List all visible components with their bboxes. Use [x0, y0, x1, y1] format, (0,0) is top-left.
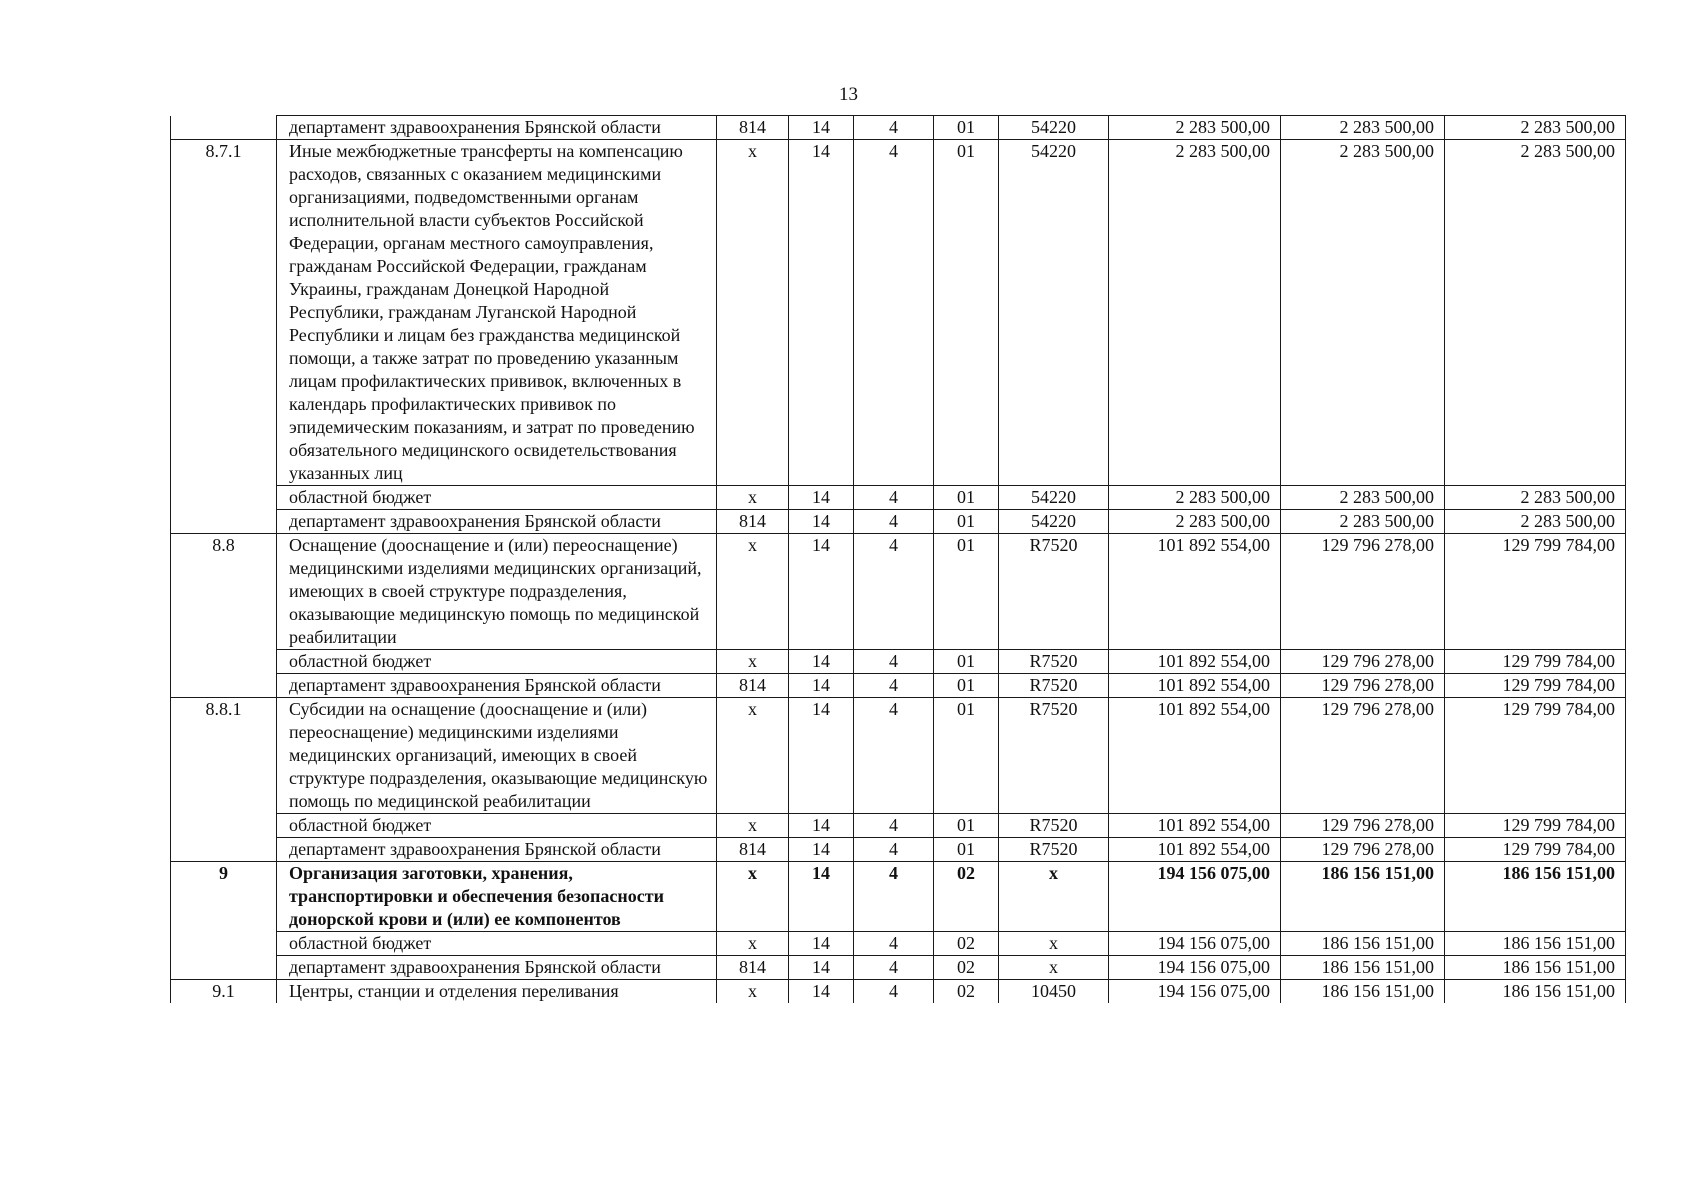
amount-year-2: 129 796 278,00	[1281, 814, 1445, 838]
code-program: 14	[789, 650, 854, 674]
row-number: 9.1	[171, 980, 277, 1004]
amount-year-1: 101 892 554,00	[1109, 534, 1281, 650]
budget-table	[170, 115, 1626, 1003]
amount-year-1: 194 156 075,00	[1109, 932, 1281, 956]
code-grbs: х	[717, 650, 789, 674]
amount-year-3: 186 156 151,00	[1445, 980, 1626, 1004]
row-number	[171, 650, 277, 674]
amount-year-3: 2 283 500,00	[1445, 116, 1626, 140]
code-grbs: х	[717, 980, 789, 1004]
amount-year-1: 194 156 075,00	[1109, 862, 1281, 932]
code-subprogram: 02	[934, 956, 999, 980]
table-row	[171, 140, 1626, 486]
code-subprogram: 02	[934, 862, 999, 932]
code-type: 4	[854, 116, 934, 140]
amount-year-1: 101 892 554,00	[1109, 650, 1281, 674]
row-number	[171, 674, 277, 698]
amount-year-3: 186 156 151,00	[1445, 862, 1626, 932]
code-program: 14	[789, 932, 854, 956]
code-type: 4	[854, 650, 934, 674]
code-type: 4	[854, 956, 934, 980]
amount-year-2: 129 796 278,00	[1281, 698, 1445, 814]
code-subprogram: 01	[934, 814, 999, 838]
row-name: департамент здравоохранения Брянской области	[277, 116, 717, 140]
table-row	[171, 486, 1626, 510]
table-row	[171, 534, 1626, 650]
table-row	[171, 674, 1626, 698]
code-program: 14	[789, 674, 854, 698]
code-subprogram: 01	[934, 140, 999, 486]
code-direction: 54220	[999, 510, 1109, 534]
table-row	[171, 956, 1626, 980]
amount-year-1: 2 283 500,00	[1109, 486, 1281, 510]
code-program: 14	[789, 956, 854, 980]
row-name: Иные межбюджетные трансферты на компенсацию расходов, связанных с оказанием медицинскими организациями, подведомственными органам исполнительной власти субъектов Российской Федерации, органам местного самоуправления, гражданам Российской Федерации, гражданам Украины, гражданам Донецкой Народной Республики, гражданам Луганской Народной Республики и лицам без гражданства медицинской помощи, а также затрат по проведению указанным лицам профилактических прививок, включенных в календарь профилактических прививок по эпидемическим показаниям, и затрат по проведению обязательного медицинского освидетельствования указанных лиц	[277, 140, 717, 486]
code-program: 14	[789, 814, 854, 838]
row-name: областной бюджет	[277, 650, 717, 674]
amount-year-3: 129 799 784,00	[1445, 814, 1626, 838]
code-direction: х	[999, 862, 1109, 932]
amount-year-3: 186 156 151,00	[1445, 932, 1626, 956]
amount-year-2: 129 796 278,00	[1281, 534, 1445, 650]
code-direction: х	[999, 956, 1109, 980]
code-subprogram: 02	[934, 980, 999, 1004]
row-number	[171, 510, 277, 534]
code-direction: R7520	[999, 650, 1109, 674]
code-program: 14	[789, 140, 854, 486]
code-grbs: х	[717, 932, 789, 956]
code-program: 14	[789, 838, 854, 862]
row-name: областной бюджет	[277, 932, 717, 956]
code-program: 14	[789, 116, 854, 140]
table-row	[171, 838, 1626, 862]
row-name: областной бюджет	[277, 486, 717, 510]
amount-year-1: 101 892 554,00	[1109, 838, 1281, 862]
code-type: 4	[854, 486, 934, 510]
code-direction: R7520	[999, 814, 1109, 838]
amount-year-1: 101 892 554,00	[1109, 698, 1281, 814]
table-row	[171, 980, 1626, 1004]
code-type: 4	[854, 140, 934, 486]
code-program: 14	[789, 980, 854, 1004]
row-number: 8.7.1	[171, 140, 277, 486]
row-name: департамент здравоохранения Брянской области	[277, 956, 717, 980]
code-type: 4	[854, 980, 934, 1004]
code-type: 4	[854, 698, 934, 814]
amount-year-3: 129 799 784,00	[1445, 650, 1626, 674]
amount-year-1: 2 283 500,00	[1109, 510, 1281, 534]
code-type: 4	[854, 674, 934, 698]
amount-year-3: 2 283 500,00	[1445, 510, 1626, 534]
amount-year-3: 2 283 500,00	[1445, 140, 1626, 486]
code-program: 14	[789, 862, 854, 932]
table-body	[171, 116, 1626, 1004]
code-type: 4	[854, 862, 934, 932]
row-number	[171, 116, 277, 140]
code-subprogram: 01	[934, 486, 999, 510]
amount-year-2: 129 796 278,00	[1281, 674, 1445, 698]
amount-year-3: 129 799 784,00	[1445, 534, 1626, 650]
amount-year-2: 186 156 151,00	[1281, 956, 1445, 980]
table-row	[171, 650, 1626, 674]
amount-year-3: 2 283 500,00	[1445, 486, 1626, 510]
row-number: 8.8	[171, 534, 277, 650]
code-subprogram: 01	[934, 534, 999, 650]
table-row	[171, 698, 1626, 814]
code-direction: 10450	[999, 980, 1109, 1004]
code-type: 4	[854, 932, 934, 956]
code-type: 4	[854, 510, 934, 534]
code-subprogram: 01	[934, 674, 999, 698]
code-direction: х	[999, 932, 1109, 956]
row-number	[171, 956, 277, 980]
code-subprogram: 02	[934, 932, 999, 956]
code-type: 4	[854, 814, 934, 838]
row-name: Организация заготовки, хранения, транспортировки и обеспечения безопасности донорской крови и (или) ее компонентов	[277, 862, 717, 932]
amount-year-2: 2 283 500,00	[1281, 510, 1445, 534]
amount-year-1: 2 283 500,00	[1109, 140, 1281, 486]
code-direction: 54220	[999, 486, 1109, 510]
row-number	[171, 814, 277, 838]
code-grbs: х	[717, 486, 789, 510]
page-number: 13	[839, 84, 858, 105]
code-program: 14	[789, 698, 854, 814]
amount-year-1: 2 283 500,00	[1109, 116, 1281, 140]
code-program: 14	[789, 510, 854, 534]
amount-year-2: 186 156 151,00	[1281, 862, 1445, 932]
row-number	[171, 838, 277, 862]
amount-year-2: 186 156 151,00	[1281, 980, 1445, 1004]
amount-year-2: 2 283 500,00	[1281, 486, 1445, 510]
amount-year-3: 186 156 151,00	[1445, 956, 1626, 980]
row-number	[171, 932, 277, 956]
code-direction: R7520	[999, 674, 1109, 698]
code-grbs: х	[717, 814, 789, 838]
amount-year-3: 129 799 784,00	[1445, 674, 1626, 698]
code-subprogram: 01	[934, 510, 999, 534]
amount-year-1: 101 892 554,00	[1109, 674, 1281, 698]
code-subprogram: 01	[934, 838, 999, 862]
code-grbs: 814	[717, 510, 789, 534]
code-type: 4	[854, 534, 934, 650]
row-name: Оснащение (дооснащение и (или) переоснащение) медицинскими изделиями медицинских организаций, имеющих в своей структуре подразделения, оказывающие медицинскую помощь по медицинской реабилитации	[277, 534, 717, 650]
code-type: 4	[854, 838, 934, 862]
row-name: департамент здравоохранения Брянской области	[277, 510, 717, 534]
table-row	[171, 116, 1626, 140]
amount-year-3: 129 799 784,00	[1445, 698, 1626, 814]
amount-year-3: 129 799 784,00	[1445, 838, 1626, 862]
amount-year-2: 2 283 500,00	[1281, 116, 1445, 140]
amount-year-1: 101 892 554,00	[1109, 814, 1281, 838]
code-subprogram: 01	[934, 116, 999, 140]
row-name: Центры, станции и отделения переливания	[277, 980, 717, 1004]
code-grbs: 814	[717, 116, 789, 140]
row-name: Субсидии на оснащение (дооснащение и (или) переоснащение) медицинскими изделиями медицинских организаций, имеющих в своей структуре подразделения, оказывающие медицинскую помощь по медицинской реабилитации	[277, 698, 717, 814]
code-program: 14	[789, 534, 854, 650]
table-row	[171, 932, 1626, 956]
amount-year-1: 194 156 075,00	[1109, 980, 1281, 1004]
code-direction: 54220	[999, 140, 1109, 486]
code-direction: R7520	[999, 838, 1109, 862]
table-row	[171, 510, 1626, 534]
code-grbs: 814	[717, 956, 789, 980]
code-program: 14	[789, 486, 854, 510]
amount-year-2: 129 796 278,00	[1281, 650, 1445, 674]
code-grbs: х	[717, 698, 789, 814]
row-name: департамент здравоохранения Брянской области	[277, 838, 717, 862]
code-direction: R7520	[999, 534, 1109, 650]
code-grbs: х	[717, 140, 789, 486]
row-number: 8.8.1	[171, 698, 277, 814]
table-row	[171, 814, 1626, 838]
code-direction: R7520	[999, 698, 1109, 814]
row-number	[171, 486, 277, 510]
amount-year-2: 2 283 500,00	[1281, 140, 1445, 486]
row-name: департамент здравоохранения Брянской области	[277, 674, 717, 698]
table-row	[171, 862, 1626, 932]
code-grbs: 814	[717, 674, 789, 698]
amount-year-2: 129 796 278,00	[1281, 838, 1445, 862]
code-subprogram: 01	[934, 650, 999, 674]
row-name: областной бюджет	[277, 814, 717, 838]
code-grbs: х	[717, 862, 789, 932]
code-grbs: х	[717, 534, 789, 650]
code-subprogram: 01	[934, 698, 999, 814]
code-grbs: 814	[717, 838, 789, 862]
amount-year-1: 194 156 075,00	[1109, 956, 1281, 980]
amount-year-2: 186 156 151,00	[1281, 932, 1445, 956]
code-direction: 54220	[999, 116, 1109, 140]
row-number: 9	[171, 862, 277, 932]
